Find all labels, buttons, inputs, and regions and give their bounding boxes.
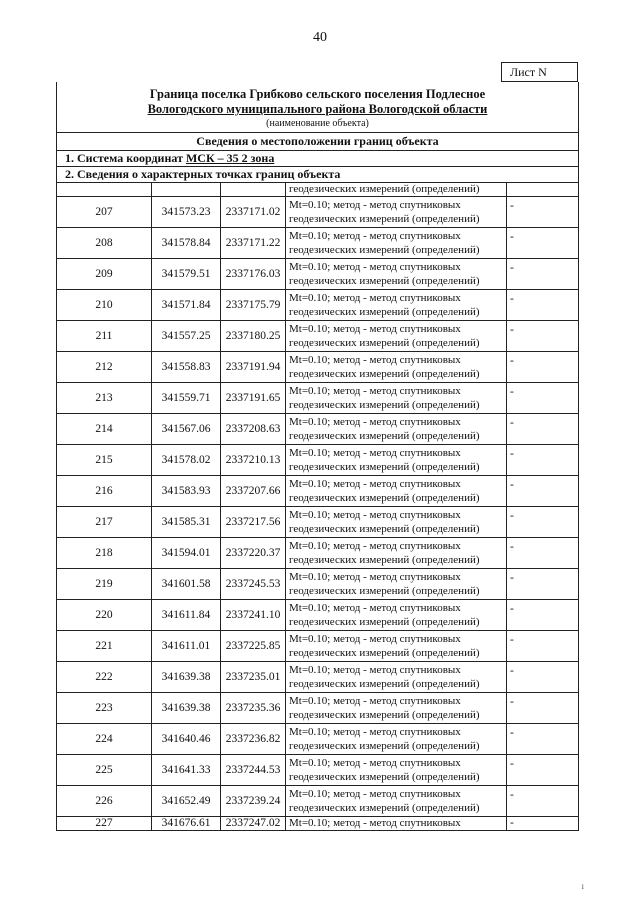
point-y: 2337175.79 [221,290,286,320]
point-y: 2337241.10 [221,600,286,630]
point-x: 341611.01 [152,631,221,661]
table-row [57,786,578,817]
point-y: 2337176.03 [221,259,286,289]
point-number: 226 [57,786,152,816]
point-description: Mt=0.10; метод - метод спутниковых геодезических измерений (определений) [286,383,507,413]
point-extra: - [510,231,514,243]
point-number: 222 [57,662,152,692]
point-description: Mt=0.10; метод - метод спутниковых геодезических измерений (определений) [286,197,507,227]
point-y: 2337207.66 [221,476,286,506]
coord-system [57,151,578,167]
point-x: 341567.06 [152,414,221,444]
table-row [57,724,578,755]
section-title: Сведения о местоположении границ объекта [57,133,578,151]
table-row-continued [57,183,578,197]
table-row [57,352,578,383]
point-y: 2337191.94 [221,352,286,382]
point-number: 215 [57,445,152,475]
point-x: 341594.01 [152,538,221,568]
point-extra: - [510,541,514,553]
table-row [57,445,578,476]
table-row [57,197,578,228]
table-row [57,693,578,724]
point-number: 213 [57,383,152,413]
title-caption: (наименование объекта) [266,118,369,129]
point-description: Mt=0.10; метод - метод спутниковых геодезических измерений (определений) [286,476,507,506]
point-x: 341571.84 [152,290,221,320]
point-description: Mt=0.10; метод - метод спутниковых геодезических измерений (определений) [286,724,507,754]
point-description: Mt=0.10; метод - метод спутниковых геодезических измерений (определений) [286,600,507,630]
point-y: 2337180.25 [221,321,286,351]
point-extra: - [510,758,514,770]
point-x: 341585.31 [152,507,221,537]
point-description: Mt=0.10; метод - метод спутниковых геодезических измерений (определений) [286,693,507,723]
point-number: 224 [57,724,152,754]
point-description: Mt=0.10; метод - метод спутниковых геодезических измерений (определений) [286,786,507,816]
point-y: 2337247.02 [221,817,286,830]
point-extra: - [510,355,514,367]
point-extra: - [510,603,514,615]
point-x: 341640.46 [152,724,221,754]
point-number: 225 [57,755,152,785]
point-extra: - [510,817,514,829]
point-number: 210 [57,290,152,320]
point-extra: - [510,293,514,305]
point-description: Mt=0.10; метод - метод спутниковых геодезических измерений (определений) [286,569,507,599]
corner-mark: ı [581,881,584,891]
point-extra: - [510,479,514,491]
point-extra: - [510,417,514,429]
coord-system-value: МСК – 35 2 зона [185,151,275,165]
point-x: 341579.51 [152,259,221,289]
point-number: 223 [57,693,152,723]
title-block [57,82,578,133]
point-y: 2337235.01 [221,662,286,692]
table-row-last [57,817,578,831]
point-x: 341578.84 [152,228,221,258]
table-row [57,290,578,321]
point-number: 221 [57,631,152,661]
point-number: 219 [57,569,152,599]
point-number: 212 [57,352,152,382]
point-x: 341639.38 [152,662,221,692]
point-x: 341601.58 [152,569,221,599]
point-description: Mt=0.10; метод - метод спутниковых геодезических измерений (определений) [286,445,507,475]
table-row [57,259,578,290]
point-number: 214 [57,414,152,444]
point-rows [57,197,578,817]
point-extra: - [510,634,514,646]
point-description: Mt=0.10; метод - метод спутниковых геодезических измерений (определений) [286,228,507,258]
point-extra: - [510,510,514,522]
table-row [57,228,578,259]
point-y: 2337235.36 [221,693,286,723]
point-number: 218 [57,538,152,568]
point-description: Mt=0.10; метод - метод спутниковых геодезических измерений (определений) [286,259,507,289]
point-description: Mt=0.10; метод - метод спутниковых [286,817,507,830]
point-number: 209 [57,259,152,289]
point-x: 341652.49 [152,786,221,816]
point-number: 227 [57,817,152,830]
point-extra: - [510,262,514,274]
title-line-1: Граница поселка Грибково сельского поселения Подлесное [149,87,486,101]
table-row [57,600,578,631]
point-y: 2337191.65 [221,383,286,413]
point-extra: - [510,448,514,460]
point-x: 341573.23 [152,197,221,227]
point-description: Mt=0.10; метод - метод спутниковых геодезических измерений (определений) [286,414,507,444]
sheet-label: Лист N [501,62,578,82]
table-row [57,538,578,569]
point-extra: - [510,727,514,739]
point-x: 341676.61 [152,817,221,830]
point-x: 341583.93 [152,476,221,506]
point-description: Mt=0.10; метод - метод спутниковых геодезических измерений (определений) [286,631,507,661]
point-y: 2337236.82 [221,724,286,754]
table-row [57,631,578,662]
table-row [57,569,578,600]
point-extra: - [510,665,514,677]
table-row [57,755,578,786]
point-number: 216 [57,476,152,506]
point-y: 2337244.53 [221,755,286,785]
point-extra: - [510,789,514,801]
boundary-table [56,82,579,831]
point-extra: - [510,572,514,584]
point-x: 341578.02 [152,445,221,475]
point-x: 341558.83 [152,352,221,382]
point-description: Mt=0.10; метод - метод спутниковых геодезических измерений (определений) [286,507,507,537]
point-number: 207 [57,197,152,227]
point-x: 341639.38 [152,693,221,723]
point-y: 2337245.53 [221,569,286,599]
point-y: 2337239.24 [221,786,286,816]
point-x: 341559.71 [152,383,221,413]
point-y: 2337220.37 [221,538,286,568]
coord-system-label: 1. Система координат [65,151,186,165]
point-y: 2337171.22 [221,228,286,258]
title-line-2: Вологодского муниципального района Вологодской области [147,102,488,116]
point-extra: - [510,200,514,212]
point-extra: - [510,324,514,336]
point-y: 2337208.63 [221,414,286,444]
point-extra: - [510,386,514,398]
point-x: 341641.33 [152,755,221,785]
table-row [57,476,578,507]
point-extra: - [510,696,514,708]
page-number: 40 [313,30,327,45]
point-x: 341611.84 [152,600,221,630]
point-number: 217 [57,507,152,537]
point-description: Mt=0.10; метод - метод спутниковых геодезических измерений (определений) [286,290,507,320]
point-description: Mt=0.10; метод - метод спутниковых геодезических измерений (определений) [286,538,507,568]
point-x: 341557.25 [152,321,221,351]
point-description: Mt=0.10; метод - метод спутниковых геодезических измерений (определений) [286,662,507,692]
point-description: Mt=0.10; метод - метод спутниковых геодезических измерений (определений) [286,755,507,785]
point-number: 211 [57,321,152,351]
point-y: 2337171.02 [221,197,286,227]
point-description: Mt=0.10; метод - метод спутниковых геодезических измерений (определений) [286,321,507,351]
point-y: 2337210.13 [221,445,286,475]
point-description: Mt=0.10; метод - метод спутниковых геодезических измерений (определений) [286,352,507,382]
table-row [57,662,578,693]
continued-description: геодезических измерений (определений) [286,183,507,196]
table-row [57,383,578,414]
points-heading: 2. Сведения о характерных точках границ объекта [57,167,578,183]
point-number: 220 [57,600,152,630]
point-y: 2337217.56 [221,507,286,537]
table-row [57,414,578,445]
point-number: 208 [57,228,152,258]
point-y: 2337225.85 [221,631,286,661]
table-row [57,321,578,352]
table-row [57,507,578,538]
